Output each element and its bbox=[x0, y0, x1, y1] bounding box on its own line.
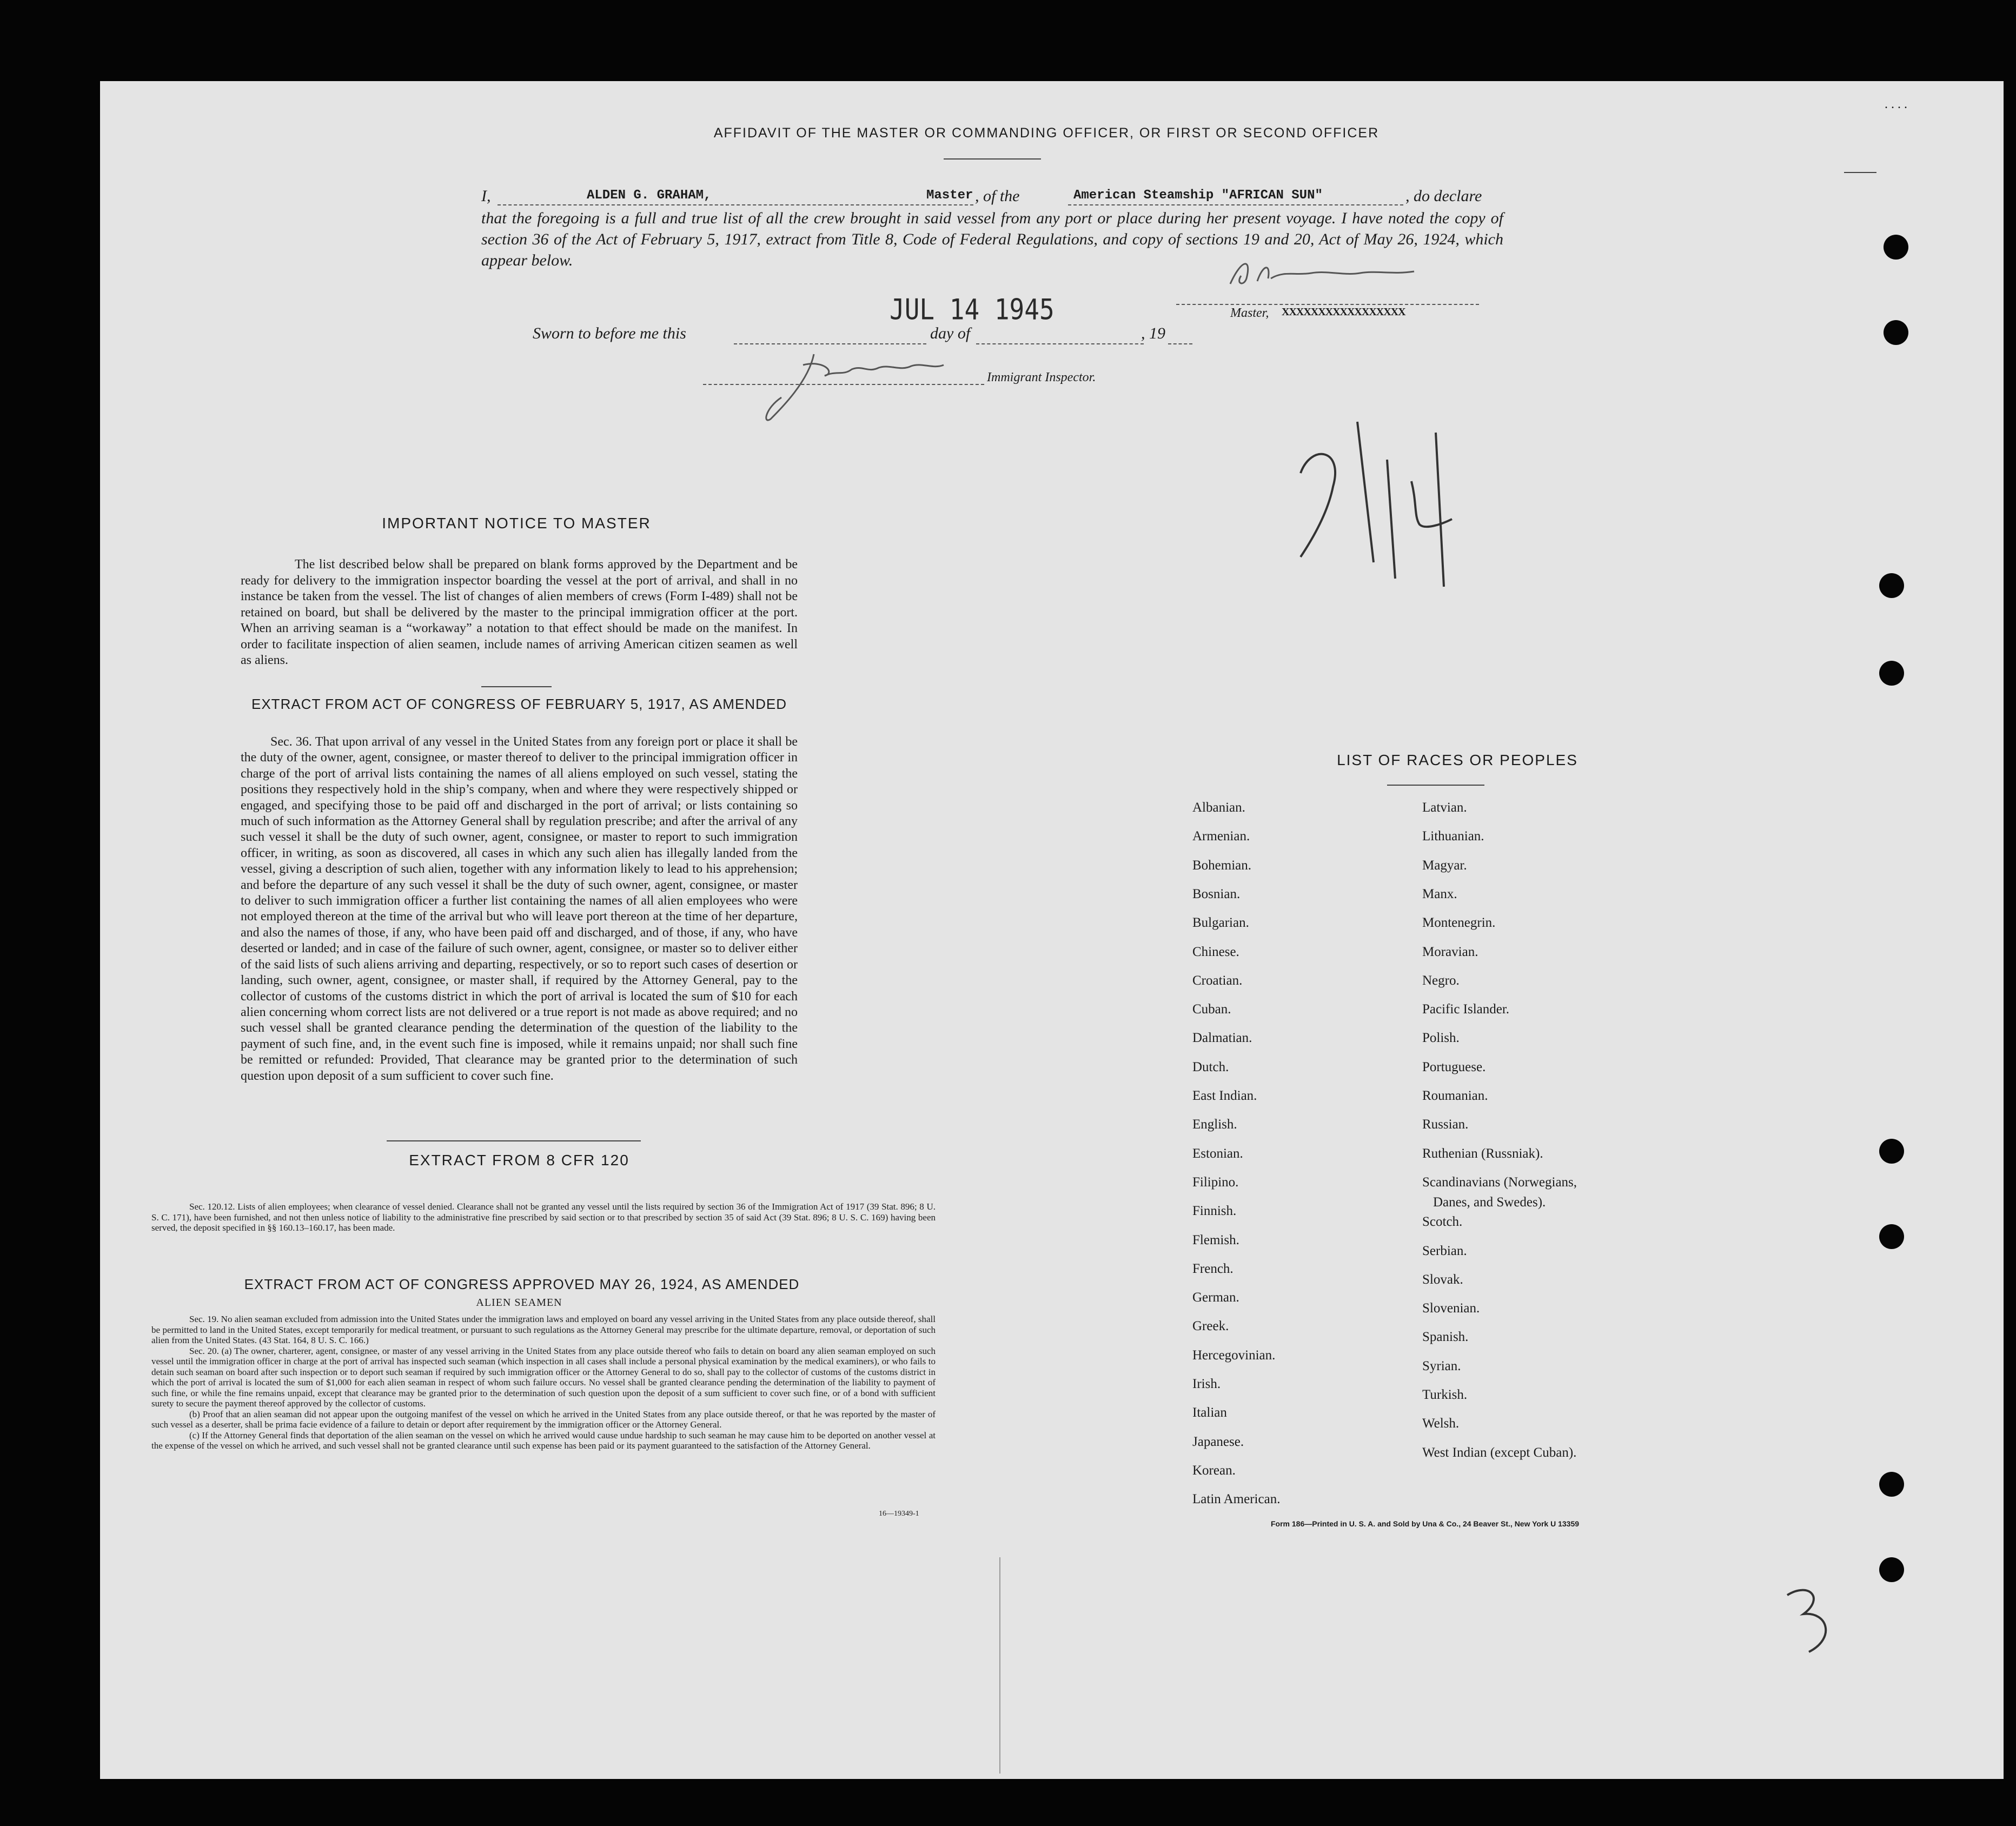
race-item: Albanian. bbox=[1192, 800, 1245, 815]
day-of-text: day of bbox=[930, 324, 971, 342]
race-item: Dalmatian. bbox=[1192, 1031, 1252, 1046]
name-underline bbox=[498, 204, 973, 205]
race-item: Greek. bbox=[1192, 1319, 1229, 1334]
do-declare-text: , do declare bbox=[1405, 187, 1482, 205]
race-item: Irish. bbox=[1192, 1377, 1221, 1391]
race-item: German. bbox=[1192, 1290, 1239, 1305]
vessel-underline bbox=[1068, 204, 1403, 205]
race-item: Chinese. bbox=[1192, 944, 1239, 959]
race-item: Slovak. bbox=[1422, 1272, 1463, 1287]
corner-dash bbox=[1844, 172, 1876, 173]
vessel-name: American Steamship "AFRICAN SUN" bbox=[1073, 188, 1323, 203]
sec-19-text: Sec. 19. No alien seaman excluded from admission into the United States under the immigration laws and employed on board any vessel arriving in the United States from any place outside thereof, shall be permitted to land in the United States, except temporarily for medical treatment, or pursuant to such regulations as the Attorney General may prescribe for the ultimate departure, removal, or deportation of such alien from the United States. (43 Stat. 164, 8 U. S. C. 166.) bbox=[151, 1314, 936, 1345]
race-item: Portuguese. bbox=[1422, 1059, 1486, 1074]
race-item: Welsh. bbox=[1422, 1416, 1460, 1431]
race-item: Magyar. bbox=[1422, 858, 1467, 873]
date-stamp: JUL 14 1945 bbox=[890, 292, 1055, 327]
corner-dots: . . . . bbox=[1885, 97, 1907, 111]
race-item: Flemish. bbox=[1192, 1232, 1239, 1247]
race-item: Serbian. bbox=[1422, 1243, 1467, 1258]
race-item: Lithuanian. bbox=[1422, 829, 1484, 844]
race-item: Dutch. bbox=[1192, 1059, 1229, 1074]
master-signature bbox=[1219, 254, 1447, 297]
year-underline bbox=[1168, 343, 1192, 344]
race-item: Italian bbox=[1192, 1405, 1227, 1420]
master-caption-struck: XXXXXXXXXXXXXXXXX bbox=[1282, 306, 1405, 318]
punch-hole bbox=[1879, 1557, 1904, 1582]
notice-divider bbox=[481, 686, 552, 687]
races-divider bbox=[1387, 785, 1484, 786]
race-item: Croatian. bbox=[1192, 973, 1243, 988]
of-the-text: , of the bbox=[975, 187, 1020, 205]
race-item: Moravian. bbox=[1422, 944, 1478, 959]
race-item: Scotch. bbox=[1422, 1214, 1463, 1230]
master-name: ALDEN G. GRAHAM, bbox=[587, 188, 712, 203]
sworn-text: Sworn to before me this bbox=[533, 324, 686, 342]
punch-hole bbox=[1879, 661, 1904, 686]
master-rank: Master bbox=[926, 188, 973, 203]
race-item: Polish. bbox=[1422, 1031, 1460, 1046]
extract-cfr-heading: EXTRACT FROM 8 CFR 120 bbox=[409, 1152, 629, 1168]
sec-20b-text: (b) Proof that an alien seaman did not appear upon the outgoing manifest of the vessel on which he arrived in the United States from any place outside thereof, or that he was reported by the master of such vessel as a deserter, shall be prima facie evidence of a failure to detain or deport after requirement by the immigration officer or the Attorney General. bbox=[151, 1409, 936, 1430]
extract-1917-text: Sec. 36. That upon arrival of any vessel in the United States from any foreign port or place it shall be the duty of the owner, agent, consignee, or master thereof to deliver to the principal immigration officer in charge of the port of arrival lists containing the names of all aliens employed on such vessel, stating the positions they respectively hold in the ship’s company, when and where they were respectively shipped or engaged, and specifying those to be paid off and discharged in the port of arrival; or lists containing so much of such information as the Attorney General shall by regulation prescribe; and after the arrival of any such vessel it shall be the duty of such owner, agent, consignee, or master to report to such immigration officer, in writing, as soon as discovered, all cases in which any such alien has illegally landed from the vessel, giving a description of such alien, together with any information likely to lead to his apprehension; and before the departure of any such vessel it shall be the duty of such owner, agent, consignee, or master to deliver to such immigration officer a further list containing the names of all alien employees who were not employed thereon at the time of the arrival but who will leave port thereon at the time of her departure, and also the names of those, if any, who have been paid off and discharged, and of those, if any, who have deserted or landed; and in case of the failure of such owner, agent, consignee, or master so to deliver either of the said lists of such aliens arriving and departing, respectively, or so to report such cases of desertion or landing, such owner, agent, consignee, or master shall, if required by the Attorney General, pay to the collector of customs of the customs district in which the port of arrival is located the sum of $10 for each alien concerning whom correct lists are not delivered or a true report is not made as above required; and no such vessel shall be granted clearance pending the determination of the question of the liability to the payment of such fine, and, in the event such fine is imposed, while it remains unpaid; nor shall such fine be remitted or refunded: Provided, That clearance may be granted prior to the determination of such question upon deposit of a sum sufficient to cover such fine. bbox=[241, 735, 798, 1083]
race-item: Spanish. bbox=[1422, 1330, 1469, 1345]
extract-1924-sections bbox=[151, 1314, 936, 1451]
declaration-i: I, bbox=[481, 187, 491, 205]
fold-line bbox=[999, 1557, 1000, 1774]
race-item: Negro. bbox=[1422, 973, 1460, 988]
inspector-signature bbox=[749, 343, 976, 430]
race-item: Scandinavians (Norwegians, bbox=[1422, 1174, 1577, 1190]
punch-hole bbox=[1884, 320, 1908, 345]
month-underline bbox=[976, 343, 1144, 344]
race-item: Bosnian. bbox=[1192, 886, 1241, 901]
race-item: Latin American. bbox=[1192, 1492, 1281, 1507]
race-item: Slovenian. bbox=[1422, 1301, 1480, 1316]
race-item: Roumanian. bbox=[1422, 1088, 1488, 1103]
handwritten-page-number bbox=[1279, 400, 1463, 595]
race-item: Hercegovinian. bbox=[1192, 1347, 1276, 1363]
document-sheet bbox=[100, 81, 2004, 1779]
race-item: East Indian. bbox=[1192, 1088, 1257, 1103]
punch-hole bbox=[1879, 573, 1904, 598]
punch-hole bbox=[1879, 1472, 1904, 1497]
handwritten-corner-mark bbox=[1776, 1584, 1841, 1660]
race-item: Korean. bbox=[1192, 1463, 1236, 1478]
race-item: Manx. bbox=[1422, 886, 1457, 901]
master-caption: Master, bbox=[1230, 306, 1269, 320]
extract-1924-subheading: ALIEN SEAMEN bbox=[476, 1297, 562, 1309]
year-text: , 19 bbox=[1141, 324, 1165, 342]
race-item: Armenian. bbox=[1192, 829, 1250, 844]
race-item: Bohemian. bbox=[1192, 858, 1252, 873]
race-item: Japanese. bbox=[1192, 1434, 1244, 1449]
inspector-caption: Immigrant Inspector. bbox=[987, 370, 1096, 384]
extract-1917-divider bbox=[387, 1140, 641, 1141]
affidavit-title: AFFIDAVIT OF THE MASTER OR COMMANDING OFFICER, OR FIRST OR SECOND OFFICER bbox=[713, 125, 1380, 141]
race-item: Montenegrin. bbox=[1422, 915, 1496, 931]
race-item: Ruthenian (Russniak). bbox=[1422, 1146, 1543, 1161]
race-scandinavians-line2: Danes, and Swedes). bbox=[1433, 1195, 1546, 1210]
notice-text: The list described below shall be prepared on blank forms approved by the Department and be ready for delivery to the immigration inspector boarding the vessel at the port of arrival, and shall in no instance be taken from the vessel. The list of changes of alien members of crews (Form I-489) shall not be retained on board, but shall be delivered by the master to the principal immigration officer at the port. When an arriving seaman is a “workaway” a notation to that effect should be made on the manifest. In order to facilitate inspection of alien seamen, include names of arriving American citizen seamen as well as aliens. bbox=[241, 557, 798, 667]
sec-20a-text: Sec. 20. (a) The owner, charterer, agent, consignee, or master of any vessel arriving in the United States from any place outside thereof who fails to detain on board any alien seaman employed on such vessel until the immigration officer in charge at the port of arrival has inspected such seaman (which inspection in all cases shall include a personal physical examination by the medical examiners), or who fails to detain such seaman on board after such inspection or to deport such seaman if required by such immigration officer or the Attorney General to do so, shall pay to the collector of customs of the customs district in which the port of arrival is located the sum of $1,000 for each alien seaman in respect of whom such failure occurs. No vessel shall be granted clearance pending the determination of the liability to payment of such fine, or while the fine remains unpaid, except that clearance may be granted prior to the determination of such question upon the deposit of a sum sufficient to cover such fine, or of a bond with sufficient surety to secure the payment thereof approved by the collector of customs. bbox=[151, 1345, 936, 1409]
master-signature-line bbox=[1176, 304, 1479, 305]
notice-heading: IMPORTANT NOTICE TO MASTER bbox=[382, 515, 651, 532]
race-item: English. bbox=[1192, 1117, 1237, 1132]
print-code: 16—19349-1 bbox=[879, 1510, 919, 1518]
race-item: Estonian. bbox=[1192, 1146, 1243, 1161]
extract-1917-heading: EXTRACT FROM ACT OF CONGRESS OF FEBRUARY 5, 1917, AS AMENDED bbox=[251, 696, 787, 712]
form-note: Form 186—Printed in U. S. A. and Sold by Una & Co., 24 Beaver St., New York U 13359 bbox=[1271, 1519, 1580, 1528]
race-item: Turkish. bbox=[1422, 1387, 1468, 1402]
race-item: Latvian. bbox=[1422, 800, 1467, 815]
punch-hole bbox=[1879, 1224, 1904, 1249]
race-item: Finnish. bbox=[1192, 1204, 1237, 1219]
race-item: Bulgarian. bbox=[1192, 915, 1249, 931]
extract-1924-heading: EXTRACT FROM ACT OF CONGRESS APPROVED MAY 26, 1924, AS AMENDED bbox=[244, 1276, 800, 1292]
races-heading: LIST OF RACES OR PEOPLES bbox=[1337, 752, 1578, 768]
extract-cfr-text: Sec. 120.12. Lists of alien employees; when clearance of vessel denied. Clearance shall not be granted any vessel until the lists required by section 36 of the Immigration Act of 1917 (39 Stat. 896; 8 U. S. C. 171), have been furnished, and not then unless notice of liability to the administrative fine prescribed by said section or to that prescribed by section 35 of said Act (39 Stat. 896; 8 U. S. C. 169) having been served, the deposit specified in §§ 160.13–160.17, has been made. bbox=[151, 1201, 936, 1233]
race-item: Cuban. bbox=[1192, 1002, 1231, 1017]
inspector-signature-line bbox=[703, 384, 984, 385]
race-item: French. bbox=[1192, 1261, 1234, 1276]
punch-hole bbox=[1884, 235, 1908, 260]
race-item: Syrian. bbox=[1422, 1358, 1461, 1373]
sec-20c-text: (c) If the Attorney General finds that deportation of the alien seaman on the vessel on which he arrived would cause undue hardship to such seaman he may cause him to be deported on another vessel at the expense of the vessel on which he arrived, and such vessel shall not be granted clearance until such expense has been paid or its payment guaranteed to the satisfaction of the Attorney General. bbox=[151, 1430, 936, 1451]
race-item: Filipino. bbox=[1192, 1174, 1239, 1190]
race-item: Russian. bbox=[1422, 1117, 1469, 1132]
punch-hole bbox=[1879, 1139, 1904, 1164]
title-divider bbox=[944, 158, 1041, 160]
race-item: Pacific Islander. bbox=[1422, 1002, 1510, 1017]
race-item: West Indian (except Cuban). bbox=[1422, 1445, 1577, 1460]
affidavit-body: that the foregoing is a full and true list of all the crew brought in said vessel from any port or place during her present voyage. I have noted the copy of section 36 of the Act of February 5, 1917, extract from Title 8, Code of Federal Regulations, and copy of sections 19 and 20, Act of May 26, 1924, which appear below. bbox=[481, 209, 1503, 269]
